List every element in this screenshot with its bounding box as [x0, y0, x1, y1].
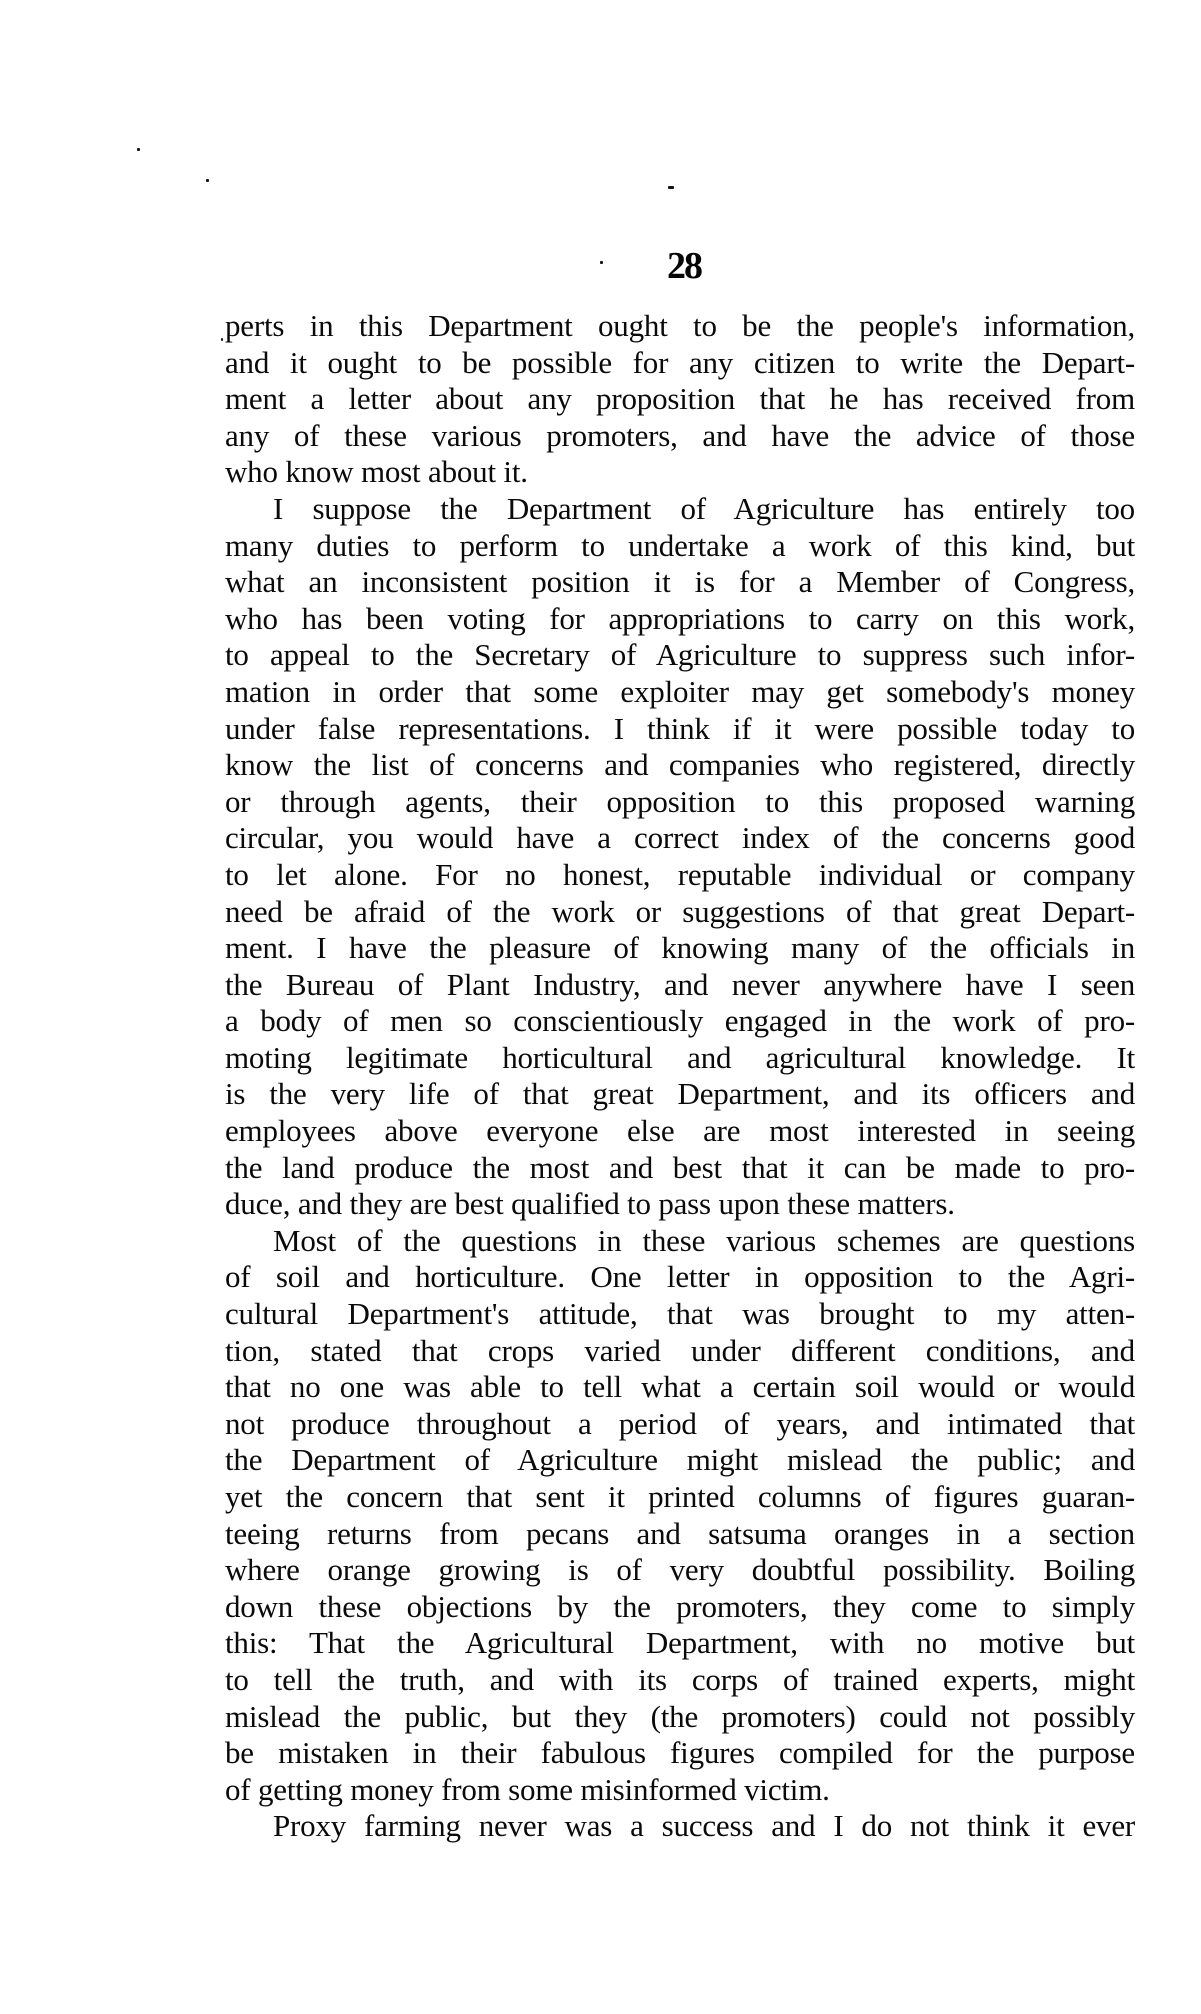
text-line: Proxy farming never was a success and I do not think it ever — [273, 1808, 1135, 1844]
text-line: cultural Department's attitude, that was brought to my atten- — [225, 1296, 1135, 1332]
text-line: not produce throughout a period of years, and intimated that — [225, 1405, 1135, 1441]
scan-speck — [600, 261, 603, 264]
text-line: teeing returns from pecans and satsuma oranges in a section — [225, 1515, 1135, 1551]
text-line: to let alone. For no honest, reputable individual or company — [225, 856, 1135, 892]
paragraph — [225, 1808, 1135, 1845]
text-line: that no one was able to tell what a certain soil would or would — [225, 1369, 1135, 1405]
text-line: who has been voting for appropriations to carry on this work, — [225, 600, 1135, 636]
text-line: mislead the public, but they (the promoters) could not possibly — [225, 1698, 1135, 1734]
text-line: Most of the questions in these various schemes are questions — [273, 1222, 1135, 1258]
text-line: circular, you would have a correct index of the concerns good — [225, 820, 1135, 856]
text-line: know the list of concerns and companies who registered, directly — [225, 747, 1135, 783]
scan-speck — [137, 148, 140, 151]
text-line: employees above everyone else are most interested in seeing — [225, 1113, 1135, 1149]
text-line: tion, stated that crops varied under different conditions, and — [225, 1332, 1135, 1368]
body-text — [225, 308, 1135, 1845]
text-line: I suppose the Department of Agriculture has entirely too — [273, 490, 1135, 526]
page-number: 28 — [667, 245, 701, 287]
text-line: of soil and horticulture. One letter in opposition to the Agri- — [225, 1259, 1135, 1295]
text-line: yet the concern that sent it printed columns of figures guaran- — [225, 1479, 1135, 1514]
text-line: to appeal to the Secretary of Agriculture to suppress such infor- — [225, 637, 1135, 673]
text-line: a body of men so conscientiously engaged in the work of pro- — [225, 1003, 1135, 1039]
text-line: what an inconsistent position it is for a Member of Congress, — [225, 564, 1135, 600]
scan-speck — [206, 179, 209, 182]
scan-speck — [668, 186, 674, 189]
text-line: down these objections by the promoters, they come to simply — [225, 1588, 1135, 1624]
text-line: under false representations. I think if it were possible today to — [225, 710, 1135, 746]
text-line: is the very life of that great Department, and its officers and — [225, 1076, 1135, 1112]
text-line: be mistaken in their fabulous figures compiled for the purpose — [225, 1735, 1135, 1771]
text-line: the Department of Agriculture might mislead the public; and — [225, 1442, 1135, 1478]
text-line: perts in this Department ought to be the people's information, — [225, 308, 1135, 343]
text-line: moting legitimate horticultural and agricultural knowledge. It — [225, 1039, 1135, 1075]
paragraph — [225, 308, 1135, 491]
text-line: many duties to perform to undertake a work of this kind, but — [225, 527, 1135, 563]
text-line: of getting money from some misinformed victim. — [225, 1771, 830, 1807]
scan-speck — [221, 338, 223, 341]
text-line: the Bureau of Plant Industry, and never anywhere have I seen — [225, 966, 1135, 1002]
text-line: need be afraid of the work or suggestions of that great Depart- — [225, 893, 1135, 929]
text-line: and it ought to be possible for any citizen to write the Depart- — [225, 344, 1135, 380]
text-line: ment. I have the pleasure of knowing many of the officials in — [225, 930, 1135, 966]
paragraph — [225, 1223, 1135, 1809]
text-line: where orange growing is of very doubtful possibility. Boiling — [225, 1552, 1135, 1588]
text-line: who know most about it. — [225, 454, 528, 490]
text-line: or through agents, their opposition to this proposed warning — [225, 783, 1135, 819]
text-line: this: That the Agricultural Department, with no motive but — [225, 1625, 1135, 1661]
text-line: any of these various promoters, and have the advice of those — [225, 417, 1135, 453]
text-line: mation in order that some exploiter may get somebody's money — [225, 673, 1135, 709]
text-line: duce, and they are best qualified to pass upon these matters. — [225, 1186, 955, 1222]
text-line: ment a letter about any proposition that he has received from — [225, 381, 1135, 417]
paragraph — [225, 491, 1135, 1223]
text-line: the land produce the most and best that it can be made to pro- — [225, 1149, 1135, 1185]
text-line: to tell the truth, and with its corps of trained experts, might — [225, 1661, 1135, 1697]
